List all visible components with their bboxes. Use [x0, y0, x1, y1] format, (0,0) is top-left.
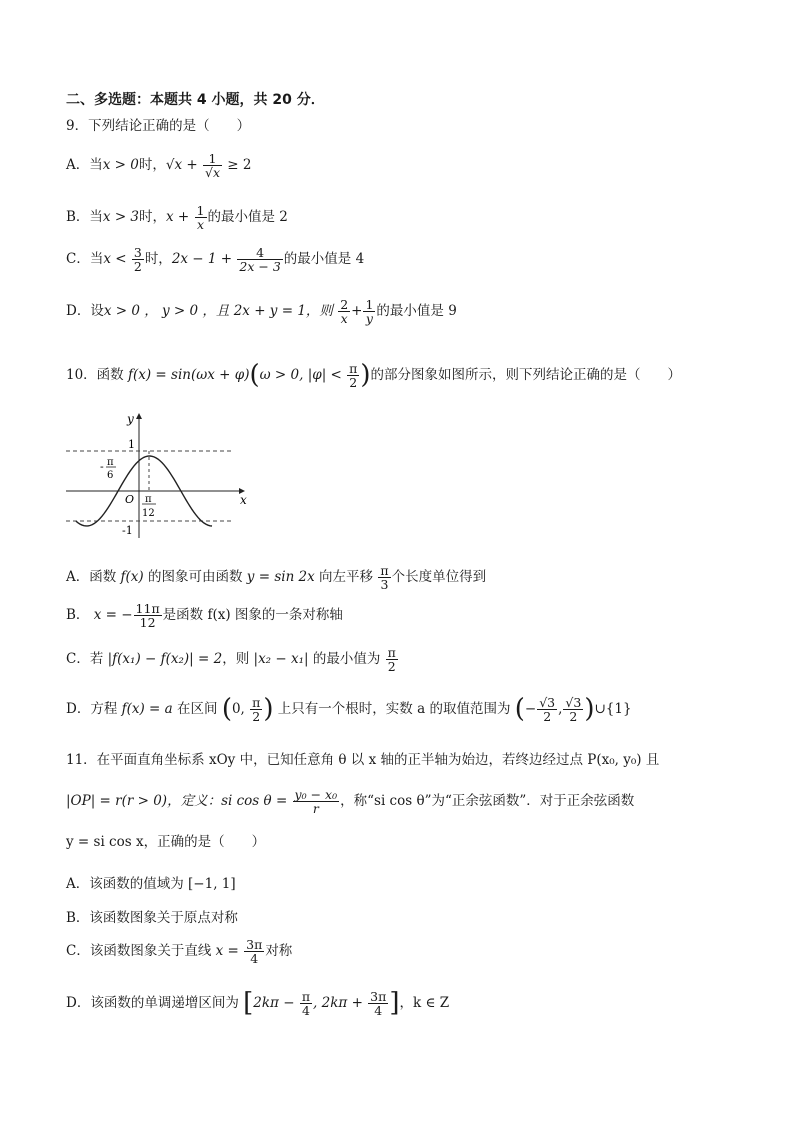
- q10d-pre: D．方程: [66, 701, 122, 718]
- q10a-num: π: [380, 563, 389, 578]
- q11c-num: 3π: [246, 937, 263, 952]
- q10c-num: π: [387, 645, 396, 660]
- q10d-rden: 2: [543, 709, 552, 725]
- q10-stem-num: π: [349, 360, 358, 376]
- q9d-fraction-1: [338, 298, 350, 325]
- q10d-int-a: 0,: [231, 701, 250, 718]
- q10d-rden2: 2: [569, 709, 578, 725]
- neg-pi-num: π: [107, 457, 114, 468]
- q10d-neg: −: [524, 701, 537, 718]
- q9c-tail: 的最小值是 4: [283, 251, 365, 268]
- q9c-cden: 2: [133, 259, 142, 275]
- q10-option-c: [66, 646, 399, 673]
- q9c-label: C．当: [66, 251, 104, 268]
- q10a-pre: A．函数: [66, 569, 121, 586]
- q10c-post: 的最小值为: [308, 651, 385, 668]
- q9b-sep: 时，: [139, 209, 167, 226]
- origin-label: O: [125, 493, 135, 506]
- q9a-label: A．当: [66, 157, 103, 174]
- q11-option-a: A．该函数的值域为 [−1, 1]: [66, 876, 236, 892]
- q9b-num: 1: [196, 203, 205, 218]
- q11-num: y₀ − x₀: [294, 787, 338, 802]
- x-label: x: [240, 493, 247, 507]
- q9c-cnum: 3: [133, 245, 142, 260]
- q10a-tail: 个长度单位得到: [391, 569, 487, 586]
- q10d-rnum: √3: [539, 694, 556, 710]
- q11d-fraction-2: [368, 990, 388, 1017]
- q10-stem-cond: ω > 0, |φ| <: [259, 367, 347, 384]
- y-label: y: [127, 412, 134, 426]
- q11d-a: 2kπ −: [253, 995, 299, 1012]
- q9d-cond: x > 0 ， y > 0 ，且 2x + y = 1，则: [103, 303, 338, 320]
- q9c-den: 2x − 3: [239, 259, 281, 275]
- q9d-den: x: [340, 311, 348, 327]
- q9-option-c: [66, 246, 364, 273]
- section-title: 二、多选题：本题共 4 小题，共 20 分．: [66, 92, 325, 108]
- q10-stem-b: 的部分图象如图所示，则下列结论正确的是（ ）: [370, 367, 682, 384]
- neg-pi-den: 6: [107, 470, 114, 481]
- neg-minus: -: [100, 460, 104, 473]
- q11-definition-fraction: [293, 788, 340, 815]
- q11-line-2: [66, 788, 634, 815]
- q9d-den2: y: [365, 311, 373, 327]
- q10a-mid: 的图象可由函数: [143, 569, 247, 586]
- q10a-f: f(x): [120, 569, 144, 586]
- q9d-num: 2: [340, 297, 349, 312]
- q9c-expr: 2x − 1 +: [171, 251, 237, 268]
- q9c-sep: 时，: [144, 251, 172, 268]
- q10c-fraction: [386, 646, 398, 673]
- q9b-tail: 的最小值是 2: [207, 209, 288, 226]
- q10-stem-f: f(x) = sin(ωx + φ): [127, 367, 250, 384]
- q10-option-b: [66, 602, 343, 629]
- q11-line2-post: ，称“si cos θ”为“正余弦函数”．对于正余弦函数: [340, 793, 635, 810]
- q10-stem-fraction: [347, 362, 359, 389]
- q9-option-a: [66, 152, 251, 179]
- q11-line-1: 11．在平面直角坐标系 xOy 中，已知任意角 θ 以 x 轴的正半轴为始边，若终边经过点 P(x₀, y₀) 且: [66, 752, 660, 768]
- q11d-n1: π: [301, 988, 311, 1004]
- pi12-num: π: [145, 494, 152, 505]
- q10d-tail: ∪{1}: [594, 701, 632, 718]
- q10d-rnum2: √3: [565, 694, 582, 710]
- q11-option-d: D．该函数的单调递增区间为 [2kπ − $\frac{\pi}{4}$ , 2kπ + $\frac{3\pi}{4}$ ]，k ∈ Z: [66, 988, 450, 1019]
- q11d-pre: D．该函数的单调递增区间为: [66, 995, 244, 1012]
- q10b-fraction: [134, 602, 162, 629]
- q9a-num: 1: [203, 152, 222, 166]
- q10c-mid: ，则: [222, 651, 254, 668]
- q11-line2-si: si cos θ =: [221, 793, 292, 810]
- q9c-cond-fraction: [132, 246, 144, 273]
- q10d-post: 上只有一个根时，实数 a 的取值范围为: [273, 701, 515, 718]
- q11d-b: , 2kπ +: [313, 995, 368, 1012]
- q9c-cond: x <: [103, 251, 131, 268]
- q10d-range-fraction-1: [537, 696, 557, 723]
- q10b-x: x = −: [89, 607, 133, 624]
- q9a-expr: √x +: [165, 157, 202, 174]
- q9b-label: B．当: [66, 209, 103, 226]
- q9a-cond: x > 0: [102, 157, 139, 174]
- q10b-den: 12: [139, 615, 156, 631]
- q11c-pre: C．该函数图象关于直线: [66, 943, 216, 960]
- q9c-fraction: [237, 246, 282, 273]
- tick-neg1-label: -1: [122, 524, 133, 537]
- q11c-den: 4: [250, 951, 259, 967]
- q9-option-b: [66, 204, 288, 231]
- q9a-fraction: [203, 152, 222, 179]
- q9b-cond: x > 3: [102, 209, 140, 226]
- q11-option-c: [66, 938, 292, 965]
- q10-stem-den: 2: [349, 375, 358, 391]
- q11c-fraction: [244, 938, 264, 965]
- q11d-tail: ，k ∈ Z: [399, 995, 450, 1012]
- q9c-num: 4: [237, 246, 282, 260]
- q11d-fraction-1: [300, 990, 312, 1017]
- tick-1-label: 1: [128, 438, 135, 451]
- q11-line-3: y = si cos x，正确的是（ ）: [66, 834, 266, 850]
- q9d-plus: +: [351, 303, 363, 320]
- q10b-pre: B．: [66, 607, 90, 624]
- q10-option-a: [66, 564, 486, 591]
- q11c-tail: 对称: [265, 943, 293, 960]
- q10-stem-a: 10．函数: [66, 367, 128, 384]
- q9a-tail: ≥ 2: [223, 157, 252, 174]
- q10a-post: 向左平移: [314, 569, 378, 586]
- q10d-range-fraction-2: [563, 696, 583, 723]
- q10a-den: 3: [380, 577, 389, 593]
- q11-option-b: B．该函数图象关于原点对称: [66, 910, 238, 926]
- q11d-d2: 4: [374, 1003, 383, 1019]
- q9d-label: D．设: [66, 303, 104, 320]
- q11d-n2: 3π: [370, 988, 387, 1004]
- q11c-x: x =: [215, 943, 244, 960]
- q9-stem: 9．下列结论正确的是（ ）: [66, 118, 251, 134]
- q10b-tail: 是函数 f(x) 图象的一条对称轴: [162, 607, 343, 624]
- q9-option-d: [66, 298, 457, 325]
- pi12-den: 12: [142, 508, 155, 519]
- q11-line2-pre: |OP| = r(r > 0)，定义：: [66, 793, 222, 810]
- q9b-fraction: [195, 204, 207, 231]
- q10d-den: 2: [252, 709, 261, 725]
- q10d-fraction: [250, 696, 262, 723]
- q9b-expr: x +: [166, 209, 194, 226]
- q11d-d1: 4: [301, 1003, 310, 1019]
- q10-option-d: D．方程 f(x) = a 在区间 (0, $\frac{\pi}{2}$ ) 上只有一个根时，实数 a 的取值范围为 (− $\frac{√3}{2}$ , $\frac{√3}{2}$ )∪{1}: [66, 694, 632, 725]
- q10c-expr2: |x₂ − x₁|: [253, 651, 309, 668]
- q10c-pre: C．若: [66, 651, 108, 668]
- q9d-tail: 的最小值是 9: [376, 303, 457, 320]
- q10c-den: 2: [387, 659, 396, 675]
- q10b-num: 11π: [135, 601, 160, 616]
- q11-den: r: [312, 801, 319, 817]
- q10a-g: y = sin 2x: [246, 569, 315, 586]
- q10a-fraction: [378, 564, 390, 591]
- q9a-den: √x: [204, 165, 220, 181]
- q9a-sep: 时，: [138, 157, 166, 174]
- q10d-mid: 在区间: [172, 701, 222, 718]
- q10d-expr: f(x) = a: [121, 701, 173, 718]
- q10c-expr: |f(x₁) − f(x₂)| = 2: [107, 651, 223, 668]
- q9d-num2: 1: [365, 297, 374, 312]
- q9b-den: x: [196, 217, 205, 233]
- sine-graph: [62, 408, 252, 543]
- q9d-fraction-2: [363, 298, 375, 325]
- q10d-num: π: [252, 694, 261, 710]
- q10-stem: 10．函数 f(x) = sin(ωx + φ)(ω > 0, |φ| < $\frac{\pi}{2}$ )的部分图象如图所示，则下列结论正确的是（ ）: [66, 360, 682, 391]
